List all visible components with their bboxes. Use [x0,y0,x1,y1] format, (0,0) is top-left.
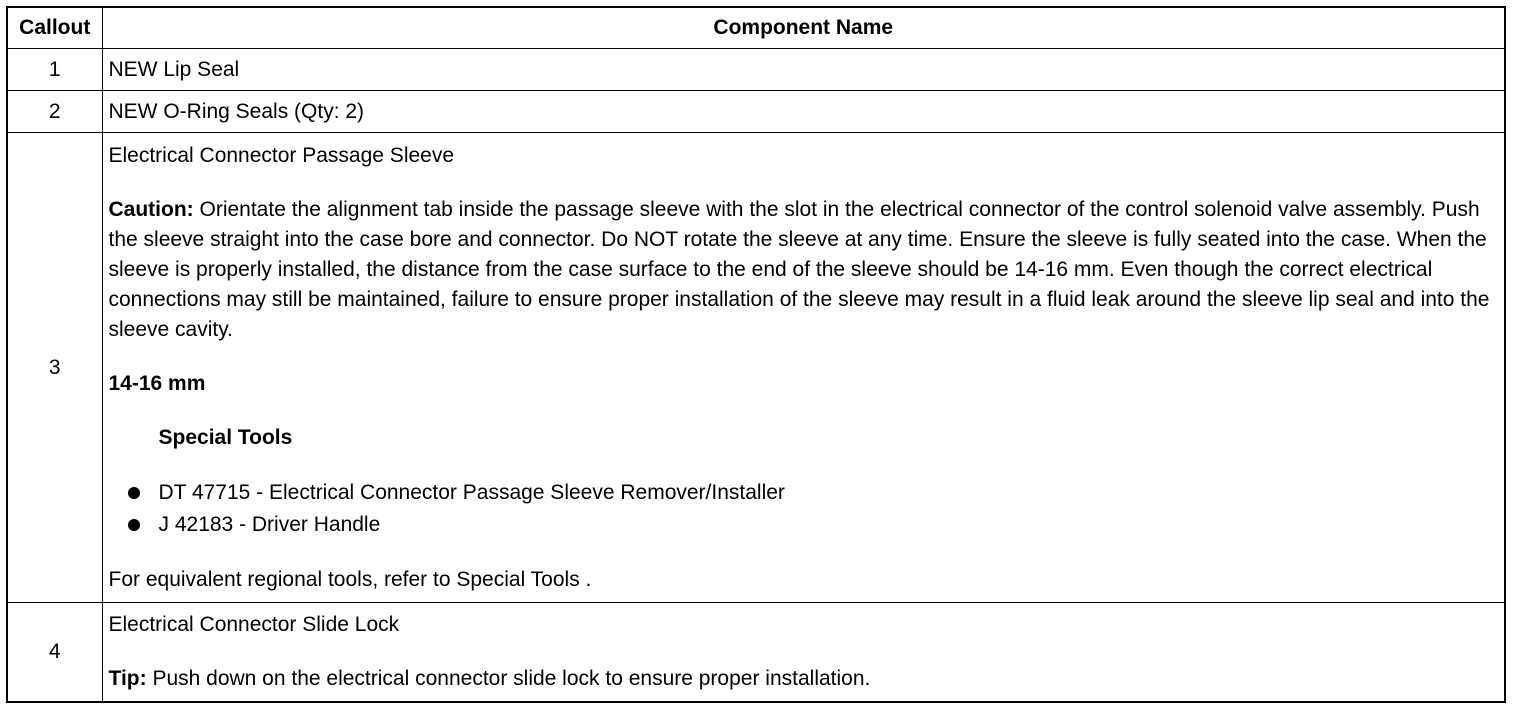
list-item [109,509,1499,541]
table-row [7,603,1505,703]
tip-label: Tip: [108,667,147,690]
tool-text: DT 47715 - Electrical Connector Passage Sleeve Remover/Installer [158,480,785,504]
header-component-name: Component Name [102,7,1505,49]
bullet-icon [128,519,140,531]
header-callout: Callout [7,7,102,49]
component-name: Electrical Connector Passage Sleeve [108,143,455,167]
callout-cell: 4 [7,603,102,703]
table-row [7,91,1505,133]
component-details [109,610,1499,694]
table-row [7,133,1505,603]
caution-label: Caution [108,197,187,221]
component-name-cell: NEW O-Ring Seals (Qty: 2) [102,91,1505,133]
component-name-cell: NEW Lip Seal [102,49,1505,91]
caution-separator: : [186,197,194,221]
tip-text: Push down on the electrical connector slide lock to ensure proper installation. [146,667,871,690]
tool-text: J 42183 - Driver Handle [158,512,381,536]
spec-value: 14-16 mm [108,371,206,395]
component-name: Electrical Connector Slide Lock [108,613,400,636]
table-header-row [7,7,1505,49]
component-table [6,6,1506,703]
regional-tools-note: For equivalent regional tools, refer to Special Tools . [108,567,592,591]
special-tools-list [109,477,1499,541]
component-details [109,141,1499,595]
table-row [7,49,1505,91]
caution-paragraph [109,195,1499,345]
component-name-cell [102,603,1505,703]
special-tools-heading: Special Tools [158,425,293,449]
callout-cell: 2 [7,91,102,133]
caution-text: Orientate the alignment tab inside the passage sleeve with the slot in the electrical connector of the control solenoid valve assembly. Push the sleeve straight into the case bore and connector. Do NOT rotate the sleeve at any time. Ensure the sleeve is fully seated into the case. When the sleeve is properly installed, the distance from the case surface to the end of the sleeve should be 14-16 mm. Even though the correct electrical connections may still be maintained, failure to ensure proper installation of the sleeve may result in a fluid leak around the sleeve lip seal and into the sleeve cavity. [108,197,1490,341]
component-name-cell [102,133,1505,603]
callout-cell: 3 [7,133,102,603]
bullet-icon [128,487,140,499]
callout-cell: 1 [7,49,102,91]
list-item [109,477,1499,509]
tip-paragraph [109,664,1499,694]
